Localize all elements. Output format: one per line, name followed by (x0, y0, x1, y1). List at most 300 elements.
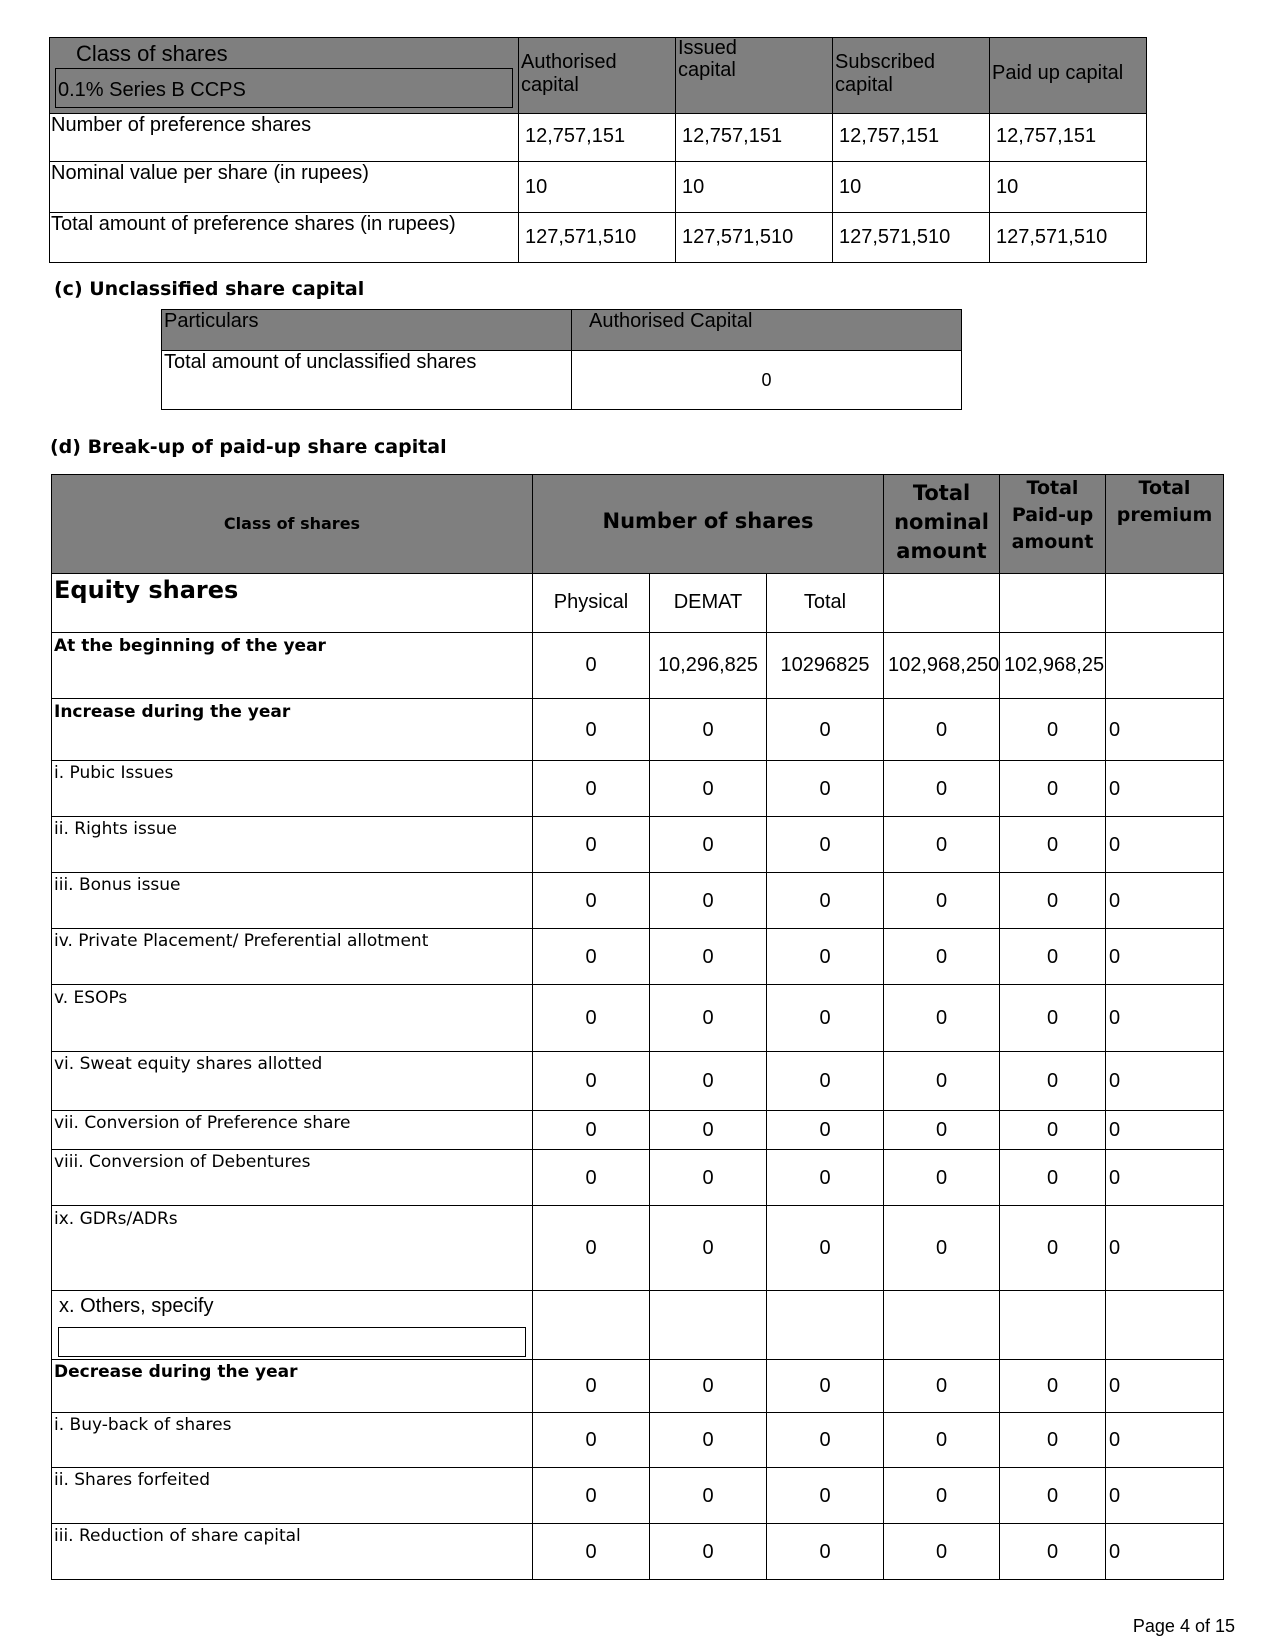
row-label (51, 928, 533, 985)
pref-row-label-text: Nominal value per share (in rupees) (51, 162, 369, 184)
row-label (51, 1205, 533, 1291)
unclassified-col-particulars (161, 309, 572, 351)
row-cell-value: 0 (702, 778, 714, 800)
row-label (51, 1149, 533, 1206)
pref-row-label-text: Number of preference shares (51, 114, 312, 136)
subheader-demat (649, 573, 767, 633)
row-cell-value: 0 (585, 946, 597, 968)
breakup-col-premium (1105, 474, 1224, 574)
row-cell (532, 1051, 650, 1111)
row-cell-value: 0 (702, 719, 714, 741)
pref-class-value: 0.1% Series B CCPS (58, 79, 246, 101)
row-cell-value: 0 (702, 1375, 714, 1397)
row-cell-value: 0 (935, 1375, 948, 1397)
row-cell (766, 1205, 884, 1291)
row-cell (532, 816, 650, 873)
row-cell (1105, 1467, 1224, 1524)
row-label (51, 1523, 533, 1580)
row-cell (532, 698, 650, 761)
row-label-text: iii. Reduction of share capital (54, 1526, 301, 1546)
pref-col-paidup-l1: Paid up capital (992, 62, 1124, 84)
row-cell-value: 0 (935, 890, 948, 912)
row-cell-value: 0 (935, 1237, 948, 1259)
row-cell (883, 984, 1000, 1052)
row-cell-value: 0 (1046, 1070, 1059, 1092)
row-label (51, 1051, 533, 1111)
pref-cell-value: 127,571,510 (682, 226, 794, 248)
breakup-title: (d) Break-up of paid-up share capital (50, 436, 447, 458)
row-beginning-label-text: At the beginning of the year (54, 636, 326, 656)
breakup-col-number-text: Number of shares (602, 509, 814, 533)
unclassified-col-particulars-text: Particulars (164, 310, 259, 332)
row-cell-value: 0 (935, 719, 948, 741)
row-others-cell (999, 1290, 1106, 1360)
row-label-text: vi. Sweat equity shares allotted (54, 1054, 323, 1074)
pref-cell (832, 212, 990, 263)
row-cell-value: 0 (935, 1485, 948, 1507)
breakup-col-nominal-l1: Total (912, 481, 971, 505)
row-cell (883, 872, 1000, 929)
row-cell-value: 0 (935, 1429, 948, 1451)
row-cell-value: 0 (1046, 1119, 1059, 1141)
row-cell-value: 0 (1109, 1237, 1121, 1259)
row-beginning-cell (999, 632, 1106, 699)
row-cell (766, 1110, 884, 1150)
row-cell (532, 872, 650, 929)
row-cell-value: 0 (1046, 834, 1059, 856)
row-cell-value: 0 (819, 1167, 831, 1189)
row-cell (649, 928, 767, 985)
row-label-text: iv. Private Placement/ Preferential allotment (54, 931, 429, 951)
row-label-text: iii. Bonus issue (54, 875, 181, 895)
row-cell-value: 0 (1109, 1375, 1121, 1397)
pref-col-issued (675, 37, 833, 114)
row-cell (1105, 1051, 1224, 1111)
row-cell (883, 1051, 1000, 1111)
row-label-text: Increase during the year (54, 702, 291, 722)
breakup-col-nominal-lines (884, 479, 999, 566)
row-cell (999, 1467, 1106, 1524)
row-label (51, 1359, 533, 1413)
row-beginning-cell (1105, 632, 1224, 699)
row-cell (1105, 984, 1224, 1052)
row-cell-value: 0 (935, 778, 948, 800)
pref-class-label: Class of shares (76, 41, 228, 66)
row-cell (883, 1205, 1000, 1291)
row-label (51, 760, 533, 817)
subheader-blank (1105, 573, 1224, 633)
row-cell (999, 1205, 1106, 1291)
row-cell (649, 1523, 767, 1580)
row-cell (999, 816, 1106, 873)
row-cell (649, 1205, 767, 1291)
row-beginning-value: 10,296,825 (657, 654, 759, 676)
page-number: Page 4 of 15 (1132, 1616, 1235, 1636)
pref-cell (518, 212, 676, 263)
row-cell (532, 1205, 650, 1291)
row-beginning-value: 102,968,250 (888, 654, 1000, 676)
row-cell-value: 0 (935, 834, 948, 856)
unclassified-row-value (571, 350, 962, 410)
row-cell-value: 0 (702, 946, 714, 968)
row-cell (766, 928, 884, 985)
row-cell-value: 0 (585, 1119, 597, 1141)
pref-cell-value: 12,757,151 (525, 125, 626, 147)
row-label-text: i. Buy-back of shares (54, 1415, 232, 1435)
row-cell (766, 1412, 884, 1468)
pref-cell-value: 127,571,510 (525, 226, 637, 248)
row-cell (883, 1110, 1000, 1150)
row-cell-value: 0 (702, 1070, 714, 1092)
pref-col-issued-l1: Issued (678, 37, 737, 59)
row-cell (766, 1523, 884, 1580)
row-cell-value: 0 (585, 1070, 597, 1092)
row-cell (1105, 1523, 1224, 1580)
pref-cell (989, 212, 1147, 263)
breakup-col-premium-lines (1106, 475, 1223, 529)
unclassified-col-authorised-text: Authorised Capital (589, 310, 753, 332)
row-cell (999, 1110, 1106, 1150)
row-cell-value: 0 (702, 1167, 714, 1189)
pref-cell (832, 161, 990, 213)
row-cell (999, 1051, 1106, 1111)
row-label-text: ii. Shares forfeited (54, 1470, 211, 1490)
subheader-total-text: Total (803, 591, 847, 613)
row-cell (999, 928, 1106, 985)
pref-class-select[interactable] (55, 68, 513, 108)
row-others-cell (649, 1290, 767, 1360)
row-label-text: vii. Conversion of Preference share (54, 1113, 351, 1133)
row-label-text: ii. Rights issue (54, 819, 177, 839)
row-cell (1105, 816, 1224, 873)
row-label-text: i. Pubic Issues (54, 763, 174, 783)
pref-col-issued-l2: capital (678, 59, 736, 81)
row-cell-value: 0 (585, 1167, 597, 1189)
subheader-demat-text: DEMAT (673, 591, 743, 613)
pref-cell-value: 127,571,510 (996, 226, 1108, 248)
row-cell-value: 0 (935, 946, 948, 968)
row-cell-value: 0 (1109, 1429, 1121, 1451)
row-cell (649, 1051, 767, 1111)
row-cell-value: 0 (702, 1485, 714, 1507)
pref-cell (675, 212, 833, 263)
breakup-col-paidup-lines (1000, 475, 1105, 556)
row-cell-value: 0 (1046, 1429, 1059, 1451)
breakup-col-premium-l1: Total (1138, 477, 1191, 499)
pref-cell-value: 10 (996, 176, 1019, 198)
row-cell-value: 0 (935, 1007, 948, 1029)
breakup-col-premium-l2: premium (1116, 504, 1213, 526)
row-cell (766, 1467, 884, 1524)
pref-cell-value: 127,571,510 (839, 226, 951, 248)
row-cell-value: 0 (702, 1119, 714, 1141)
row-cell-value: 0 (1109, 1541, 1121, 1563)
row-others-cell (532, 1290, 650, 1360)
row-cell-value: 0 (1046, 1485, 1059, 1507)
row-cell (999, 760, 1106, 817)
row-cell (766, 816, 884, 873)
row-cell-value: 0 (702, 1237, 714, 1259)
row-cell-value: 0 (1109, 1485, 1121, 1507)
row-cell-value: 0 (819, 1119, 831, 1141)
row-label (51, 816, 533, 873)
row-cell (766, 760, 884, 817)
row-cell (649, 872, 767, 929)
pref-cell (832, 113, 990, 162)
row-beginning-cell (883, 632, 1000, 699)
row-others-cell (883, 1290, 1000, 1360)
pref-cell (518, 161, 676, 213)
row-cell-value: 0 (819, 1237, 831, 1259)
row-cell-value: 0 (585, 778, 597, 800)
row-cell (883, 1149, 1000, 1206)
row-label (51, 1467, 533, 1524)
row-cell-value: 0 (819, 1375, 831, 1397)
breakup-col-nominal-l2: nominal (894, 510, 989, 534)
row-label-text: v. ESOPs (54, 988, 128, 1008)
pref-cell-value: 10 (839, 176, 862, 198)
row-cell (1105, 698, 1224, 761)
row-others-label-text: x. Others, specify (59, 1295, 214, 1317)
row-cell-value: 0 (1109, 834, 1121, 856)
subheader-blank (883, 573, 1000, 633)
row-cell-value: 0 (1109, 1167, 1121, 1189)
row-cell (766, 1051, 884, 1111)
row-cell-value: 0 (819, 1070, 831, 1092)
row-cell-value: 0 (1046, 946, 1059, 968)
breakup-col-class (51, 474, 533, 574)
row-cell (883, 698, 1000, 761)
row-cell-value: 0 (1046, 1237, 1059, 1259)
pref-class-header (49, 37, 519, 114)
row-cell (649, 760, 767, 817)
row-cell-value: 0 (819, 1429, 831, 1451)
row-cell (766, 1359, 884, 1413)
row-cell (766, 984, 884, 1052)
row-cell (1105, 1110, 1224, 1150)
row-cell-value: 0 (585, 1485, 597, 1507)
row-beginning-value: 102,968,25 (1004, 654, 1105, 676)
others-specify-input[interactable] (58, 1327, 526, 1357)
row-cell (649, 698, 767, 761)
pref-cell (675, 113, 833, 162)
unclassified-col-authorised (571, 309, 962, 351)
row-cell-value: 0 (702, 1007, 714, 1029)
row-label (51, 1412, 533, 1468)
row-cell (1105, 1149, 1224, 1206)
row-cell-value: 0 (1109, 1070, 1121, 1092)
row-cell-value: 0 (1046, 1007, 1059, 1029)
pref-row-label (49, 161, 519, 213)
row-cell (649, 1110, 767, 1150)
row-cell (999, 1412, 1106, 1468)
row-cell (999, 1149, 1106, 1206)
row-cell (532, 1359, 650, 1413)
pref-col-subscribed-l1: Subscribed (835, 51, 936, 73)
pref-col-subscribed (832, 37, 990, 114)
subheader-physical (532, 573, 650, 633)
row-beginning-cell (766, 632, 884, 699)
row-cell (883, 1523, 1000, 1580)
row-cell (532, 760, 650, 817)
row-cell (1105, 1205, 1224, 1291)
breakup-col-paidup-l3: amount (1011, 531, 1094, 553)
row-cell-value: 0 (585, 1375, 597, 1397)
row-cell-value: 0 (702, 890, 714, 912)
unclassified-row-label (161, 350, 572, 410)
pref-row-label-text: Total amount of preference shares (in rupees) (51, 213, 456, 235)
row-beginning-value: 10296825 (780, 654, 870, 676)
row-cell-value: 0 (1109, 890, 1121, 912)
row-beginning-cell (649, 632, 767, 699)
pref-cell (675, 161, 833, 213)
row-label (51, 984, 533, 1052)
row-cell-value: 0 (1046, 1167, 1059, 1189)
row-cell (1105, 1412, 1224, 1468)
row-cell (532, 984, 650, 1052)
breakup-col-paidup-l2: Paid-up (1011, 504, 1094, 526)
breakup-col-paidup-l1: Total (1026, 477, 1079, 499)
equity-label-cell (51, 573, 533, 633)
pref-col-subscribed-l2: capital (835, 74, 893, 96)
row-label (51, 698, 533, 761)
row-cell-value: 0 (1109, 1007, 1121, 1029)
unclassified-row-label-text: Total amount of unclassified shares (164, 351, 477, 373)
breakup-col-number (532, 474, 884, 574)
row-cell (883, 1467, 1000, 1524)
row-cell-value: 0 (935, 1167, 948, 1189)
pref-col-authorised-l1: Authorised (521, 51, 617, 73)
row-cell (649, 816, 767, 873)
breakup-col-nominal-l3: amount (896, 539, 987, 563)
row-cell (999, 1523, 1106, 1580)
row-cell (883, 1412, 1000, 1468)
subheader-total (766, 573, 884, 633)
unclassified-title: (c) Unclassified share capital (54, 278, 365, 300)
pref-col-paidup (989, 37, 1147, 114)
row-cell-value: 0 (819, 778, 831, 800)
row-cell (999, 872, 1106, 929)
pref-cell (989, 161, 1147, 213)
subheader-blank (999, 573, 1106, 633)
row-cell (1105, 928, 1224, 985)
pref-cell (989, 113, 1147, 162)
row-cell-value: 0 (819, 890, 831, 912)
row-cell-value: 0 (585, 834, 597, 856)
row-beginning-value: 0 (585, 654, 597, 676)
row-cell-value: 0 (819, 834, 831, 856)
row-cell-value: 0 (585, 890, 597, 912)
pref-col-authorised (518, 37, 676, 114)
row-cell (649, 1412, 767, 1468)
row-cell-value: 0 (819, 1485, 831, 1507)
equity-label: Equity shares (54, 576, 239, 604)
row-cell (766, 698, 884, 761)
row-cell-value: 0 (585, 719, 597, 741)
row-cell-value: 0 (585, 1429, 597, 1451)
row-cell-value: 0 (1109, 778, 1121, 800)
row-label-text: ix. GDRs/ADRs (54, 1209, 178, 1229)
pref-cell-value: 10 (525, 176, 548, 198)
row-label-text: Decrease during the year (54, 1362, 298, 1382)
row-cell (766, 1149, 884, 1206)
breakup-col-paidup (999, 474, 1106, 574)
row-cell-value: 0 (1109, 946, 1121, 968)
row-cell-value: 0 (702, 834, 714, 856)
row-cell-value: 0 (819, 719, 831, 741)
row-cell (532, 1467, 650, 1524)
row-cell (883, 816, 1000, 873)
pref-cell-value: 10 (682, 176, 705, 198)
row-cell-value: 0 (935, 1070, 948, 1092)
breakup-col-class-text: Class of shares (223, 514, 361, 533)
row-label-text: viii. Conversion of Debentures (54, 1152, 311, 1172)
row-others-cell (1105, 1290, 1224, 1360)
row-cell-value: 0 (819, 1007, 831, 1029)
row-cell-value: 0 (1046, 778, 1059, 800)
row-cell (1105, 872, 1224, 929)
row-cell (532, 928, 650, 985)
row-cell (649, 1467, 767, 1524)
row-cell (883, 928, 1000, 985)
row-cell-value: 0 (1046, 890, 1059, 912)
row-cell-value: 0 (702, 1541, 714, 1563)
row-cell-value: 0 (935, 1119, 948, 1141)
row-cell (532, 1412, 650, 1468)
row-cell-value: 0 (702, 1429, 714, 1451)
breakup-col-nominal (883, 474, 1000, 574)
row-cell (532, 1110, 650, 1150)
row-cell (883, 1359, 1000, 1413)
row-cell-value: 0 (819, 946, 831, 968)
subheader-physical-text: Physical (553, 591, 629, 613)
row-cell (999, 698, 1106, 761)
unclassified-row-value-text: 0 (761, 370, 772, 390)
row-cell-value: 0 (1109, 1119, 1121, 1141)
row-cell-value: 0 (585, 1007, 597, 1029)
row-label (51, 1110, 533, 1150)
row-cell-value: 0 (1046, 719, 1059, 741)
row-cell-value: 0 (1109, 719, 1121, 741)
row-cell-value: 0 (935, 1541, 948, 1563)
pref-cell (518, 113, 676, 162)
row-cell-value: 0 (585, 1237, 597, 1259)
row-cell-value: 0 (1046, 1541, 1059, 1563)
row-cell (649, 1149, 767, 1206)
row-cell-value: 0 (819, 1541, 831, 1563)
row-beginning-label (51, 632, 533, 699)
row-label (51, 872, 533, 929)
row-cell (1105, 1359, 1224, 1413)
row-cell (532, 1523, 650, 1580)
row-cell (649, 1359, 767, 1413)
pref-row-label (49, 113, 519, 162)
row-cell (532, 1149, 650, 1206)
row-cell (649, 984, 767, 1052)
pref-cell-value: 12,757,151 (839, 125, 940, 147)
row-cell (1105, 760, 1224, 817)
pref-row-label (49, 212, 519, 263)
row-others-cell (766, 1290, 884, 1360)
pref-cell-value: 12,757,151 (996, 125, 1097, 147)
row-cell (766, 872, 884, 929)
row-cell-value: 0 (1046, 1375, 1059, 1397)
pref-col-authorised-l2: capital (521, 74, 579, 96)
row-beginning-cell (532, 632, 650, 699)
row-others-label (51, 1290, 533, 1360)
pref-cell-value: 12,757,151 (682, 125, 783, 147)
row-cell (999, 984, 1106, 1052)
